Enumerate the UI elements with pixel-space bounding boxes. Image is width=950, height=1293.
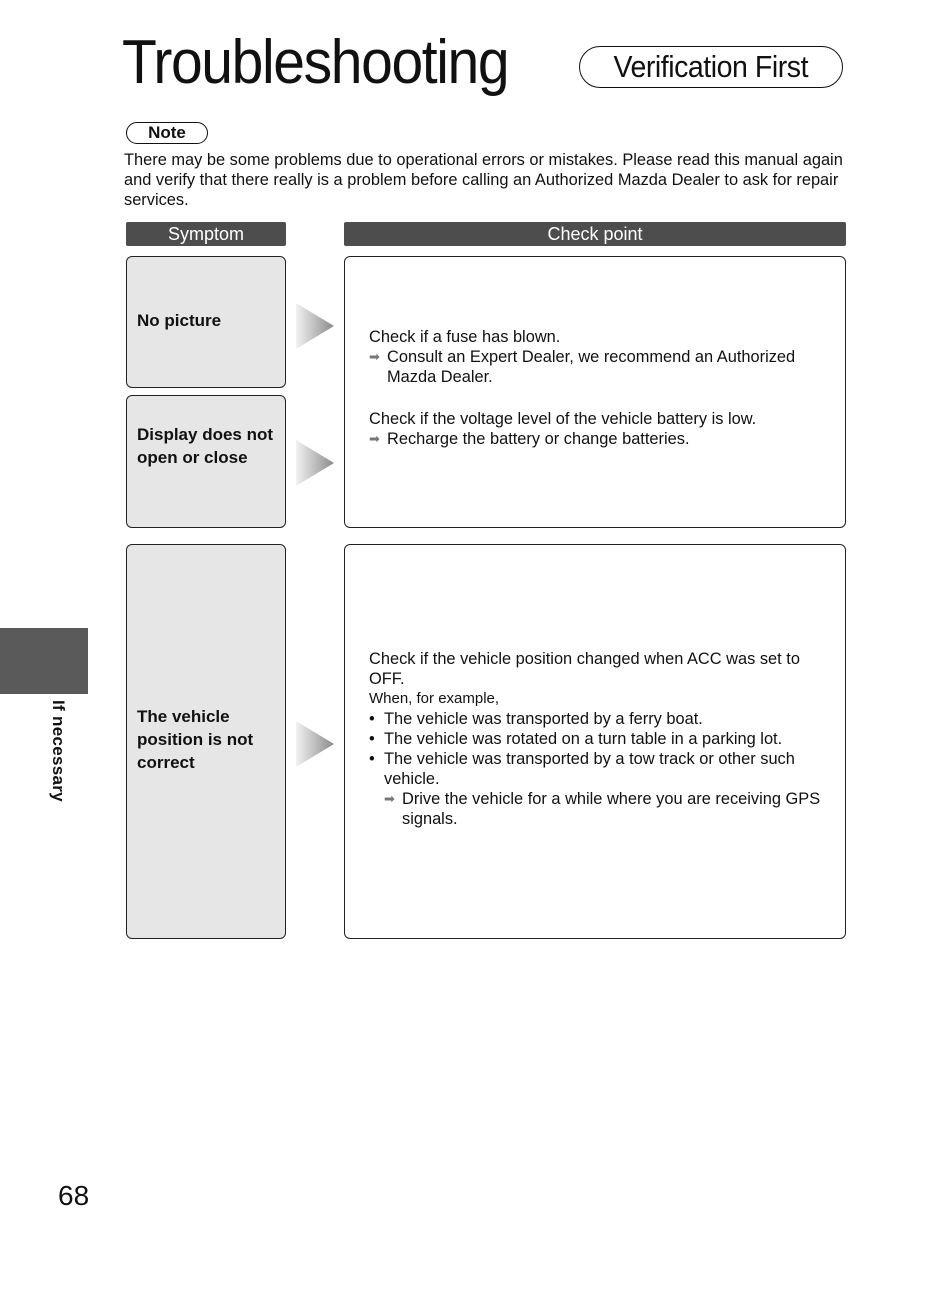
right-arrow-icon: ➡ [369,431,380,446]
list-item: • The vehicle was transported by a ferry boat. [369,710,703,728]
right-arrow-icon: ➡ [384,791,395,806]
note-text: There may be some problems due to operational errors or mistakes. Please read this manual again and verify that there really is a problem before calling an Authorized Mazda Dealer to ask for repair services. [124,151,843,209]
note-badge: Note [126,122,208,144]
checkpoint-text [369,649,835,829]
checkpoint-box-power [344,256,846,528]
check-fuse: Check if a fuse has blown. [369,328,561,346]
symptom-label: The vehicle position is not correct [137,707,254,772]
page-title: Troubleshooting [122,28,509,97]
triangle-pointer-icon [296,303,336,349]
triangle-pointer-icon [296,721,336,767]
symptom-box-display [126,395,286,528]
symptom-header: Symptom [126,222,286,246]
triangle-pointer-icon [296,440,336,486]
list-item: • The vehicle was rotated on a turn table in a parking lot. [369,730,783,748]
action-line [369,347,835,387]
action-line [369,429,835,449]
page-number: 68 [58,1180,90,1211]
side-tab [0,628,88,694]
check-acc-position: Check if the vehicle position changed when ACC was set to OFF. [369,650,800,688]
symptom-box-vehicle-position [126,544,286,939]
checkpoint-header: Check point [344,222,846,246]
section-pill-label: Verification First [613,49,809,84]
example-intro: When, for example, [369,690,500,707]
list-item: • The vehicle was transported by a tow track or other such vehicle. [369,750,795,788]
checkpoint-text [369,327,835,449]
action-line [384,789,835,829]
side-tab-label: If necessary [49,700,68,802]
right-arrow-icon: ➡ [369,349,380,364]
symptom-box-no-picture [126,256,286,388]
action-consult-dealer: Consult an Expert Dealer, we recommend an Authorized Mazda Dealer. [387,348,796,386]
section-pill [579,46,843,88]
check-battery: Check if the voltage level of the vehicle battery is low. [369,410,757,428]
checkpoint-box-position [344,544,846,939]
action-drive-gps: Drive the vehicle for a while where you are receiving GPS signals. [402,790,821,828]
symptom-label: Display does not open or close [137,425,274,467]
action-recharge: Recharge the battery or change batteries. [387,430,690,448]
symptom-label: No picture [137,311,222,330]
